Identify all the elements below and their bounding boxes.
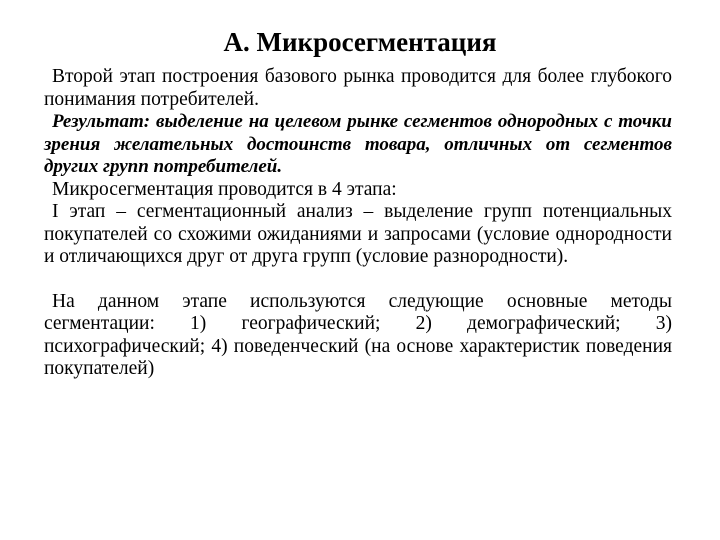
slide-title: А. Микросегментация [223,27,497,57]
paragraph-stage-one: I этап – сегментационный анализ – выделение групп потенциальных покупателей со схожими ожиданиями и запросами (условие однородности и отличающихся друг от друга групп (условие разнородности). [44,201,672,267]
paragraph-stages-count: Микросегментация проводится в 4 этапа: [52,178,397,200]
slide-body [44,66,672,381]
paragraph-result: Результат: выделение на целевом рынке сегментов однородных с точки зрения желательных достоинств товара, отличных от сегментов других групп потребителей. [44,111,672,177]
paragraph-intro: Второй этап построения базового рынка проводится для более глубокого понимания потребителей. [44,66,672,110]
paragraph-spacer [44,269,672,291]
paragraph-methods: На данном этапе используются следующие основные методы сегментации: 1) географический; 2) демографический; 3) психографический; 4) поведенческий (на основе характеристик поведения покупателей) [44,290,672,379]
